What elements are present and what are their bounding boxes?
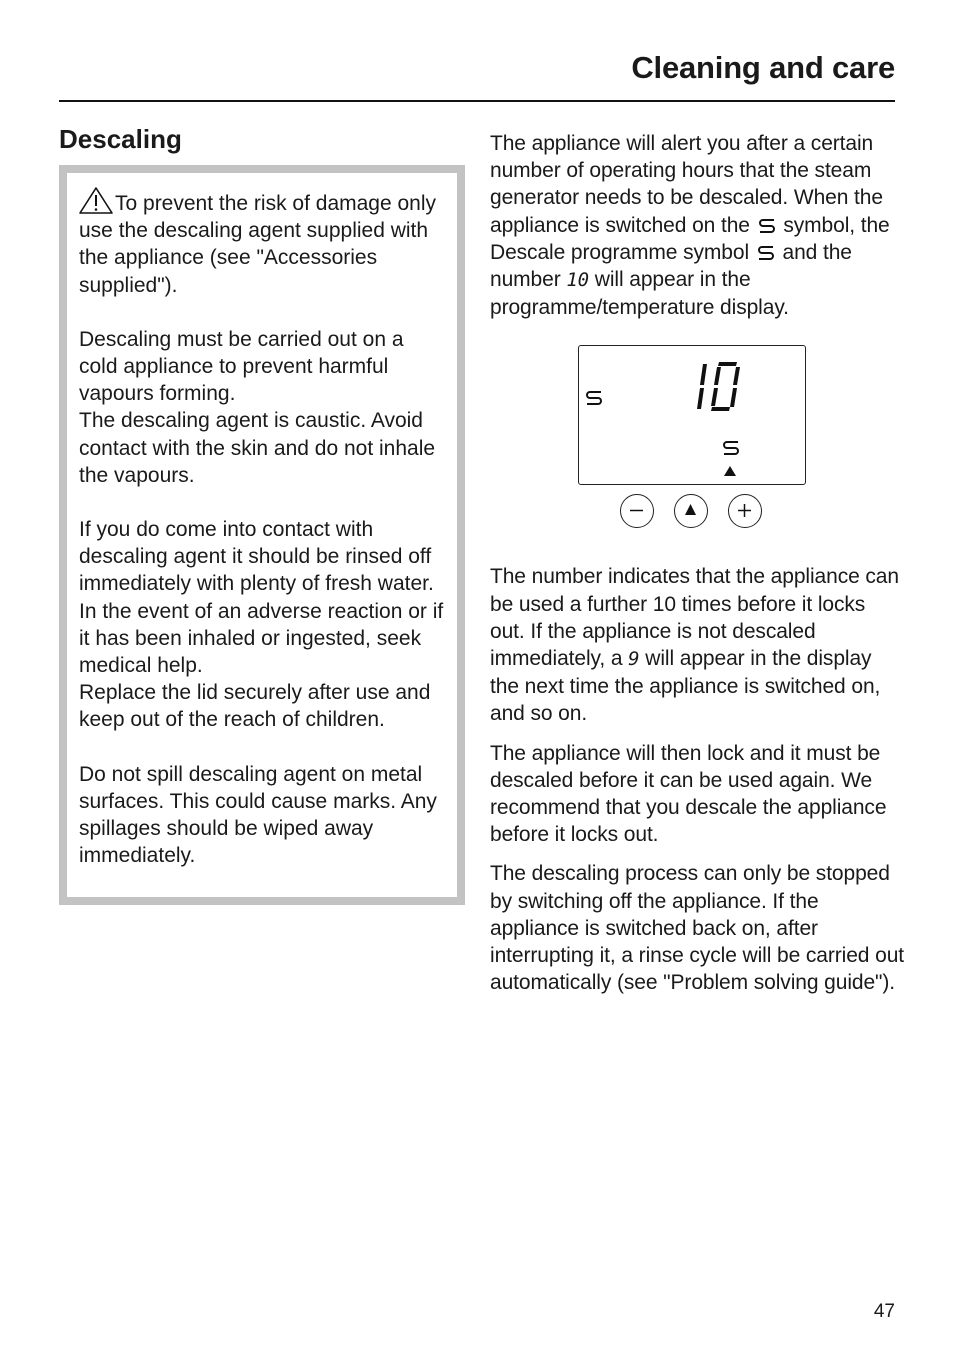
descale-symbol-icon — [756, 214, 778, 236]
warning-box — [59, 165, 465, 905]
warning-paragraph-cold: Descaling must be carried out on a cold appliance to prevent harmful vapours forming. — [79, 327, 404, 406]
warning-paragraph-lid: Replace the lid securely after use and keep out of the reach of children. — [79, 681, 431, 732]
countdown-number: 9 — [628, 648, 640, 671]
countdown-text-2: will appear in the display the next time the appliance is switched on, and so on. — [490, 647, 881, 726]
intro-paragraph — [490, 130, 905, 321]
section-heading: Descaling — [59, 124, 182, 154]
intro-number: 10 — [566, 269, 590, 292]
plus-icon — [729, 495, 760, 526]
right-column — [490, 130, 905, 996]
up-arrow-icon — [675, 495, 706, 526]
countdown-text-1: The number indicates that the appliance can be used a further 10 times before it locks out. If the appliance is not descaled immediately, a — [490, 565, 899, 671]
display-illustration — [490, 345, 905, 545]
page-number: 47 — [873, 1301, 895, 1322]
warning-text-damage: To prevent the risk of damage only use the descaling agent supplied with the appliance (see "Accessories supplied"). — [79, 192, 437, 297]
intro-text-4: will appear in the programme/temperature display. — [490, 268, 789, 320]
display-up-arrow-icon — [722, 464, 738, 478]
display-programme-symbol-icon — [720, 436, 742, 458]
up-arrow-button[interactable] — [674, 494, 708, 528]
page-header-title: Cleaning and care — [631, 50, 895, 85]
intro-text-1: The appliance will alert you after a certain number of operating hours that the steam generator needs to be descaled. When the appliance is switched on the — [490, 132, 883, 237]
display-digits — [689, 361, 745, 413]
warning-paragraph-caustic: The descaling agent is caustic. Avoid contact with the skin and do not inhale the vapours. — [79, 409, 436, 487]
descale-programme-symbol-icon — [755, 241, 777, 263]
stop-paragraph: The descaling process can only be stopped by switching off the appliance. If the appliance is switched back on, after interrupting it, a rinse cycle will be carried out automatically (see "Problem solving guide"). — [490, 862, 905, 995]
warning-triangle-icon — [79, 187, 113, 214]
countdown-paragraph — [490, 563, 905, 727]
warning-paragraph-spill: Do not spill descaling agent on metal surfaces. This could cause marks. Any spillages should be wiped away immediately. — [79, 762, 437, 868]
display-left-symbol-icon — [583, 386, 605, 408]
plus-button[interactable] — [728, 494, 762, 528]
warning-paragraph-contact: If you do come into contact with descaling agent it should be rinsed off immediately with plenty of fresh water. In the event of an adverse reaction or if it has been inhaled or ingested, seek medical help. — [79, 518, 444, 678]
minus-button[interactable] — [620, 494, 654, 528]
intro-text-2: symbol, the Descale programme symbol — [490, 213, 890, 264]
warning-paragraph-damage — [79, 187, 445, 299]
minus-icon — [621, 495, 652, 526]
intro-text-3: and the number — [490, 240, 852, 292]
display-panel — [578, 345, 806, 485]
header-divider — [59, 100, 895, 102]
lock-paragraph: The appliance will then lock and it must be descaled before it can be used again. We recommend that you descale the appliance before it locks out. — [490, 741, 887, 847]
